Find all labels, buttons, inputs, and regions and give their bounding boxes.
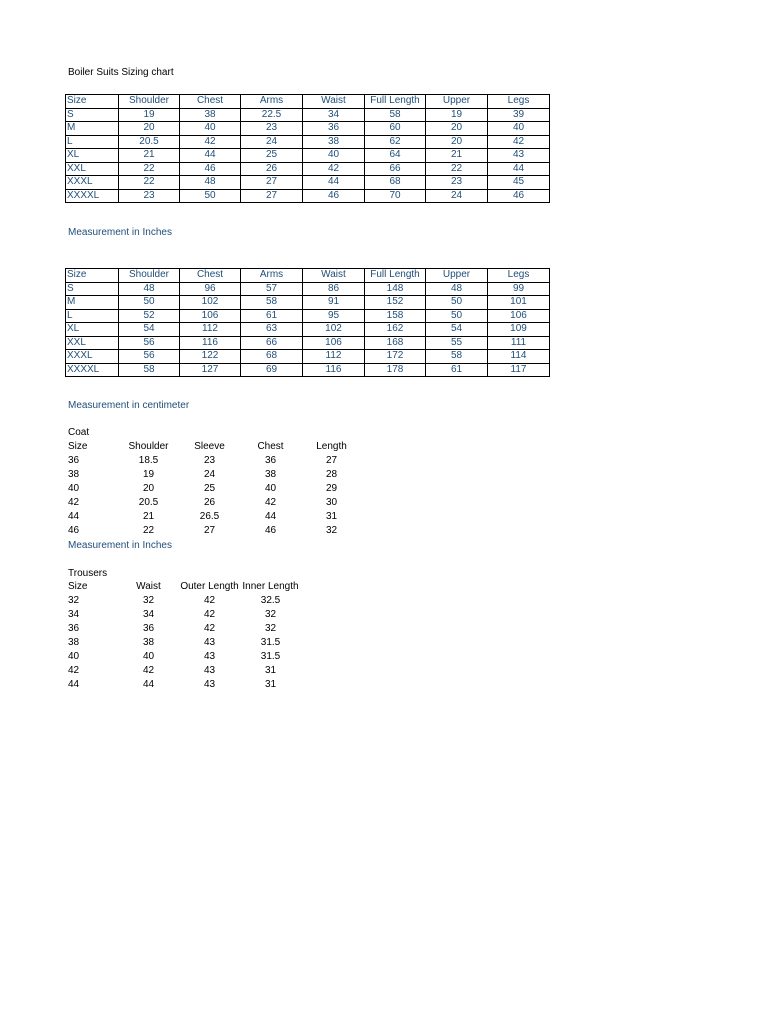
coat-cell: 27	[203, 525, 216, 536]
coat-cell: 31	[325, 511, 338, 522]
boiler-cm-cell: XXXL	[66, 350, 119, 364]
trousers-cell: 38	[68, 637, 80, 648]
trousers-cell: 44	[142, 679, 155, 690]
table-row	[66, 350, 550, 364]
trousers-cell: 42	[203, 623, 216, 634]
coat-cell: 18.5	[138, 455, 159, 466]
boiler-inches-cell: 25	[241, 149, 303, 163]
boiler-inches-cell: 22	[119, 162, 180, 176]
boiler-cm-cell: 106	[488, 309, 550, 323]
coat-cell: 26	[203, 497, 216, 508]
boiler-cm-cell: 61	[426, 363, 488, 377]
trousers-cell: 32	[142, 595, 155, 606]
boiler-inches-table	[65, 94, 550, 203]
boiler-cm-cell: 168	[365, 336, 426, 350]
boiler-cm-cell: XL	[66, 323, 119, 337]
trousers-cell: 40	[68, 651, 80, 662]
table-row	[66, 176, 550, 190]
boiler-inches-cell: 50	[180, 189, 241, 203]
boiler-inches-cell: 70	[365, 189, 426, 203]
boiler-inches-cell: 21	[426, 149, 488, 163]
trousers-cell: 32.5	[260, 595, 281, 606]
boiler-cm-cell: 63	[241, 323, 303, 337]
trousers-header-cell: Size	[68, 581, 88, 592]
boiler-cm-cell: XXL	[66, 336, 119, 350]
coat-header-cell: Length	[316, 441, 347, 452]
boiler-inches-cell: 38	[180, 108, 241, 122]
boiler-inches-header-cell: Size	[66, 95, 119, 109]
table-row	[68, 454, 362, 468]
boiler-cm-cell: 69	[241, 363, 303, 377]
boiler-inches-header-cell: Full Length	[365, 95, 426, 109]
table-row	[68, 594, 301, 608]
trousers-header-cell: Waist	[136, 581, 161, 592]
trousers-cell: 38	[142, 637, 155, 648]
table-row	[66, 363, 550, 377]
boiler-cm-cell: M	[66, 296, 119, 310]
boiler-inches-cell: 22.5	[241, 108, 303, 122]
boiler-inches-cell: 22	[426, 162, 488, 176]
coat-cell: 28	[325, 469, 338, 480]
boiler-cm-cell: 58	[119, 363, 180, 377]
boiler-inches-cell: XXXL	[66, 176, 119, 190]
trousers-cell: 43	[203, 679, 216, 690]
table-row	[66, 189, 550, 203]
page-title: Boiler Suits Sizing chart	[68, 67, 174, 78]
boiler-inches-cell: 44	[303, 176, 365, 190]
trousers-cell: 34	[68, 609, 80, 620]
boiler-cm-cell: 102	[180, 296, 241, 310]
trousers-cell: 43	[203, 665, 216, 676]
table-row	[66, 282, 550, 296]
boiler-cm-header-cell: Legs	[488, 269, 550, 283]
table-row	[66, 135, 550, 149]
boiler-cm-header-cell: Waist	[303, 269, 365, 283]
boiler-cm-cell: 114	[488, 350, 550, 364]
boiler-cm-header-cell: Full Length	[365, 269, 426, 283]
boiler-inches-cell: 39	[488, 108, 550, 122]
coat-table	[68, 440, 362, 538]
boiler-cm-cell: 57	[241, 282, 303, 296]
trousers-cell: 34	[142, 609, 155, 620]
coat-cell: 44	[68, 511, 80, 522]
trousers-cell: 31	[264, 679, 277, 690]
table-row	[68, 510, 362, 524]
coat-cell: 42	[264, 497, 277, 508]
table-row	[68, 636, 301, 650]
boiler-inches-cell: 46	[303, 189, 365, 203]
table-row	[68, 622, 301, 636]
boiler-cm-cell: 127	[180, 363, 241, 377]
boiler-inches-cell: 60	[365, 122, 426, 136]
boiler-inches-cell: 24	[426, 189, 488, 203]
boiler-inches-cell: 64	[365, 149, 426, 163]
boiler-inches-note: Measurement in Inches	[68, 227, 172, 238]
boiler-cm-cell: 54	[119, 323, 180, 337]
trousers-cell: 44	[68, 679, 80, 690]
boiler-cm-cell: 111	[488, 336, 550, 350]
table-row	[66, 108, 550, 122]
boiler-inches-cell: 23	[119, 189, 180, 203]
boiler-inches-cell: 20.5	[119, 135, 180, 149]
trousers-cell: 32	[264, 623, 277, 634]
boiler-inches-cell: 34	[303, 108, 365, 122]
trousers-cell: 31.5	[260, 651, 281, 662]
coat-header-cell: Sleeve	[194, 441, 225, 452]
trousers-cell: 31	[264, 665, 277, 676]
trousers-header-cell: Outer Length	[180, 581, 239, 592]
boiler-inches-cell: 62	[365, 135, 426, 149]
header-row	[68, 580, 301, 594]
header-row	[68, 440, 362, 454]
boiler-cm-cell: 102	[303, 323, 365, 337]
boiler-inches-cell: 23	[426, 176, 488, 190]
boiler-cm-cell: 61	[241, 309, 303, 323]
coat-cell: 32	[325, 525, 338, 536]
boiler-inches-cell: 42	[303, 162, 365, 176]
coat-header-cell: Shoulder	[128, 441, 169, 452]
trousers-cell: 32	[264, 609, 277, 620]
header-row	[66, 95, 550, 109]
boiler-cm-cell: 101	[488, 296, 550, 310]
boiler-cm-cell: 112	[303, 350, 365, 364]
boiler-inches-cell: 42	[488, 135, 550, 149]
coat-cell: 36	[264, 455, 277, 466]
boiler-cm-cell: 58	[426, 350, 488, 364]
boiler-inches-header-cell: Shoulder	[119, 95, 180, 109]
boiler-inches-header-cell: Waist	[303, 95, 365, 109]
boiler-cm-cell: 116	[180, 336, 241, 350]
boiler-inches-cell: L	[66, 135, 119, 149]
trousers-cell: 32	[68, 595, 80, 606]
boiler-inches-cell: 21	[119, 149, 180, 163]
coat-cell: 38	[68, 469, 80, 480]
trousers-cell: 36	[68, 623, 80, 634]
table-row	[66, 336, 550, 350]
table-row	[68, 650, 301, 664]
boiler-inches-cell: 45	[488, 176, 550, 190]
boiler-cm-cell: 66	[241, 336, 303, 350]
boiler-inches-header-cell: Chest	[180, 95, 241, 109]
coat-cell: 20.5	[138, 497, 159, 508]
boiler-inches-cell: 40	[488, 122, 550, 136]
boiler-inches-cell: 27	[241, 189, 303, 203]
boiler-cm-header-cell: Size	[66, 269, 119, 283]
boiler-cm-cell: 99	[488, 282, 550, 296]
boiler-inches-cell: 48	[180, 176, 241, 190]
boiler-inches-cell: XL	[66, 149, 119, 163]
coat-header-cell: Chest	[257, 441, 284, 452]
table-row	[66, 162, 550, 176]
table-row	[66, 122, 550, 136]
trousers-cell: 36	[142, 623, 155, 634]
trousers-cell: 31.5	[260, 637, 281, 648]
trousers-cell: 40	[142, 651, 155, 662]
trousers-header-cell: Inner Length	[242, 581, 299, 592]
table-row	[68, 524, 362, 538]
boiler-cm-cell: 152	[365, 296, 426, 310]
coat-cell: 20	[142, 483, 155, 494]
table-row	[68, 468, 362, 482]
boiler-inches-cell: S	[66, 108, 119, 122]
table-row	[68, 482, 362, 496]
table-row	[66, 296, 550, 310]
boiler-inches-cell: 20	[119, 122, 180, 136]
boiler-inches-cell: 36	[303, 122, 365, 136]
trousers-cell: 42	[68, 665, 80, 676]
trousers-cell: 43	[203, 637, 216, 648]
boiler-inches-cell: 24	[241, 135, 303, 149]
coat-cell: 36	[68, 455, 80, 466]
boiler-inches-cell: 43	[488, 149, 550, 163]
boiler-cm-cell: 148	[365, 282, 426, 296]
boiler-inches-cell: 40	[303, 149, 365, 163]
coat-cell: 29	[325, 483, 338, 494]
coat-cell: 42	[68, 497, 80, 508]
boiler-cm-cell: 56	[119, 350, 180, 364]
boiler-cm-cell: 178	[365, 363, 426, 377]
boiler-inches-cell: 40	[180, 122, 241, 136]
boiler-cm-cell: 106	[303, 336, 365, 350]
trousers-cell: 42	[203, 595, 216, 606]
coat-cell: 19	[142, 469, 155, 480]
boiler-inches-cell: M	[66, 122, 119, 136]
boiler-inches-cell: 19	[426, 108, 488, 122]
coat-cell: 40	[264, 483, 277, 494]
table-row	[66, 309, 550, 323]
coat-cell: 22	[142, 525, 155, 536]
coat-note: Measurement in Inches	[68, 540, 172, 551]
boiler-inches-cell: 23	[241, 122, 303, 136]
boiler-inches-cell: 22	[119, 176, 180, 190]
trousers-label: Trousers	[68, 568, 108, 579]
coat-cell: 23	[203, 455, 216, 466]
boiler-cm-cell: 50	[119, 296, 180, 310]
boiler-cm-note: Measurement in centimeter	[68, 400, 190, 411]
boiler-cm-cell: 55	[426, 336, 488, 350]
boiler-inches-cell: 27	[241, 176, 303, 190]
boiler-cm-cell: 50	[426, 296, 488, 310]
trousers-cell: 42	[203, 609, 216, 620]
coat-cell: 26.5	[199, 511, 220, 522]
coat-cell: 24	[203, 469, 216, 480]
boiler-cm-header-cell: Upper	[426, 269, 488, 283]
boiler-inches-cell: 20	[426, 122, 488, 136]
boiler-cm-header-cell: Shoulder	[119, 269, 180, 283]
coat-cell: 40	[68, 483, 80, 494]
boiler-inches-cell: 44	[488, 162, 550, 176]
boiler-inches-header-cell: Legs	[488, 95, 550, 109]
boiler-cm-cell: 58	[241, 296, 303, 310]
coat-cell: 25	[203, 483, 216, 494]
boiler-cm-cell: 56	[119, 336, 180, 350]
table-row	[66, 149, 550, 163]
boiler-cm-cell: 50	[426, 309, 488, 323]
boiler-inches-cell: 68	[365, 176, 426, 190]
boiler-inches-cell: XXL	[66, 162, 119, 176]
boiler-inches-cell: 20	[426, 135, 488, 149]
boiler-cm-header-cell: Chest	[180, 269, 241, 283]
boiler-cm-cell: 54	[426, 323, 488, 337]
boiler-cm-cell: 52	[119, 309, 180, 323]
boiler-inches-cell: 46	[488, 189, 550, 203]
boiler-cm-cell: S	[66, 282, 119, 296]
coat-cell: 21	[142, 511, 155, 522]
table-row	[68, 664, 301, 678]
boiler-cm-cell: 158	[365, 309, 426, 323]
boiler-cm-cell: 109	[488, 323, 550, 337]
coat-header-cell: Size	[68, 441, 88, 452]
boiler-cm-cell: 116	[303, 363, 365, 377]
coat-cell: 46	[264, 525, 277, 536]
table-row	[68, 678, 301, 692]
trousers-cell: 43	[203, 651, 216, 662]
boiler-inches-header-cell: Upper	[426, 95, 488, 109]
boiler-inches-cell: XXXXL	[66, 189, 119, 203]
boiler-cm-cell: 117	[488, 363, 550, 377]
coat-cell: 30	[325, 497, 338, 508]
boiler-cm-cell: 48	[119, 282, 180, 296]
boiler-cm-cell: 48	[426, 282, 488, 296]
boiler-inches-cell: 19	[119, 108, 180, 122]
boiler-cm-cell: 122	[180, 350, 241, 364]
boiler-cm-cell: 95	[303, 309, 365, 323]
boiler-cm-cell: 86	[303, 282, 365, 296]
table-row	[68, 608, 301, 622]
boiler-cm-cell: 112	[180, 323, 241, 337]
header-row	[66, 269, 550, 283]
boiler-inches-cell: 44	[180, 149, 241, 163]
boiler-cm-cell: 68	[241, 350, 303, 364]
boiler-inches-cell: 58	[365, 108, 426, 122]
boiler-inches-cell: 46	[180, 162, 241, 176]
boiler-cm-table	[65, 268, 550, 377]
boiler-cm-cell: L	[66, 309, 119, 323]
boiler-cm-cell: 106	[180, 309, 241, 323]
boiler-inches-cell: 38	[303, 135, 365, 149]
coat-label: Coat	[68, 427, 90, 438]
boiler-cm-cell: 96	[180, 282, 241, 296]
boiler-inches-cell: 66	[365, 162, 426, 176]
boiler-inches-cell: 42	[180, 135, 241, 149]
trousers-table	[68, 580, 301, 692]
boiler-inches-cell: 26	[241, 162, 303, 176]
table-row	[68, 496, 362, 510]
boiler-cm-cell: 162	[365, 323, 426, 337]
coat-cell: 38	[264, 469, 277, 480]
boiler-cm-cell: XXXXL	[66, 363, 119, 377]
boiler-cm-header-cell: Arms	[241, 269, 303, 283]
boiler-cm-cell: 91	[303, 296, 365, 310]
coat-cell: 27	[325, 455, 338, 466]
boiler-cm-cell: 172	[365, 350, 426, 364]
boiler-inches-header-cell: Arms	[241, 95, 303, 109]
table-row	[66, 323, 550, 337]
coat-cell: 44	[264, 511, 277, 522]
coat-cell: 46	[68, 525, 80, 536]
trousers-cell: 42	[142, 665, 155, 676]
